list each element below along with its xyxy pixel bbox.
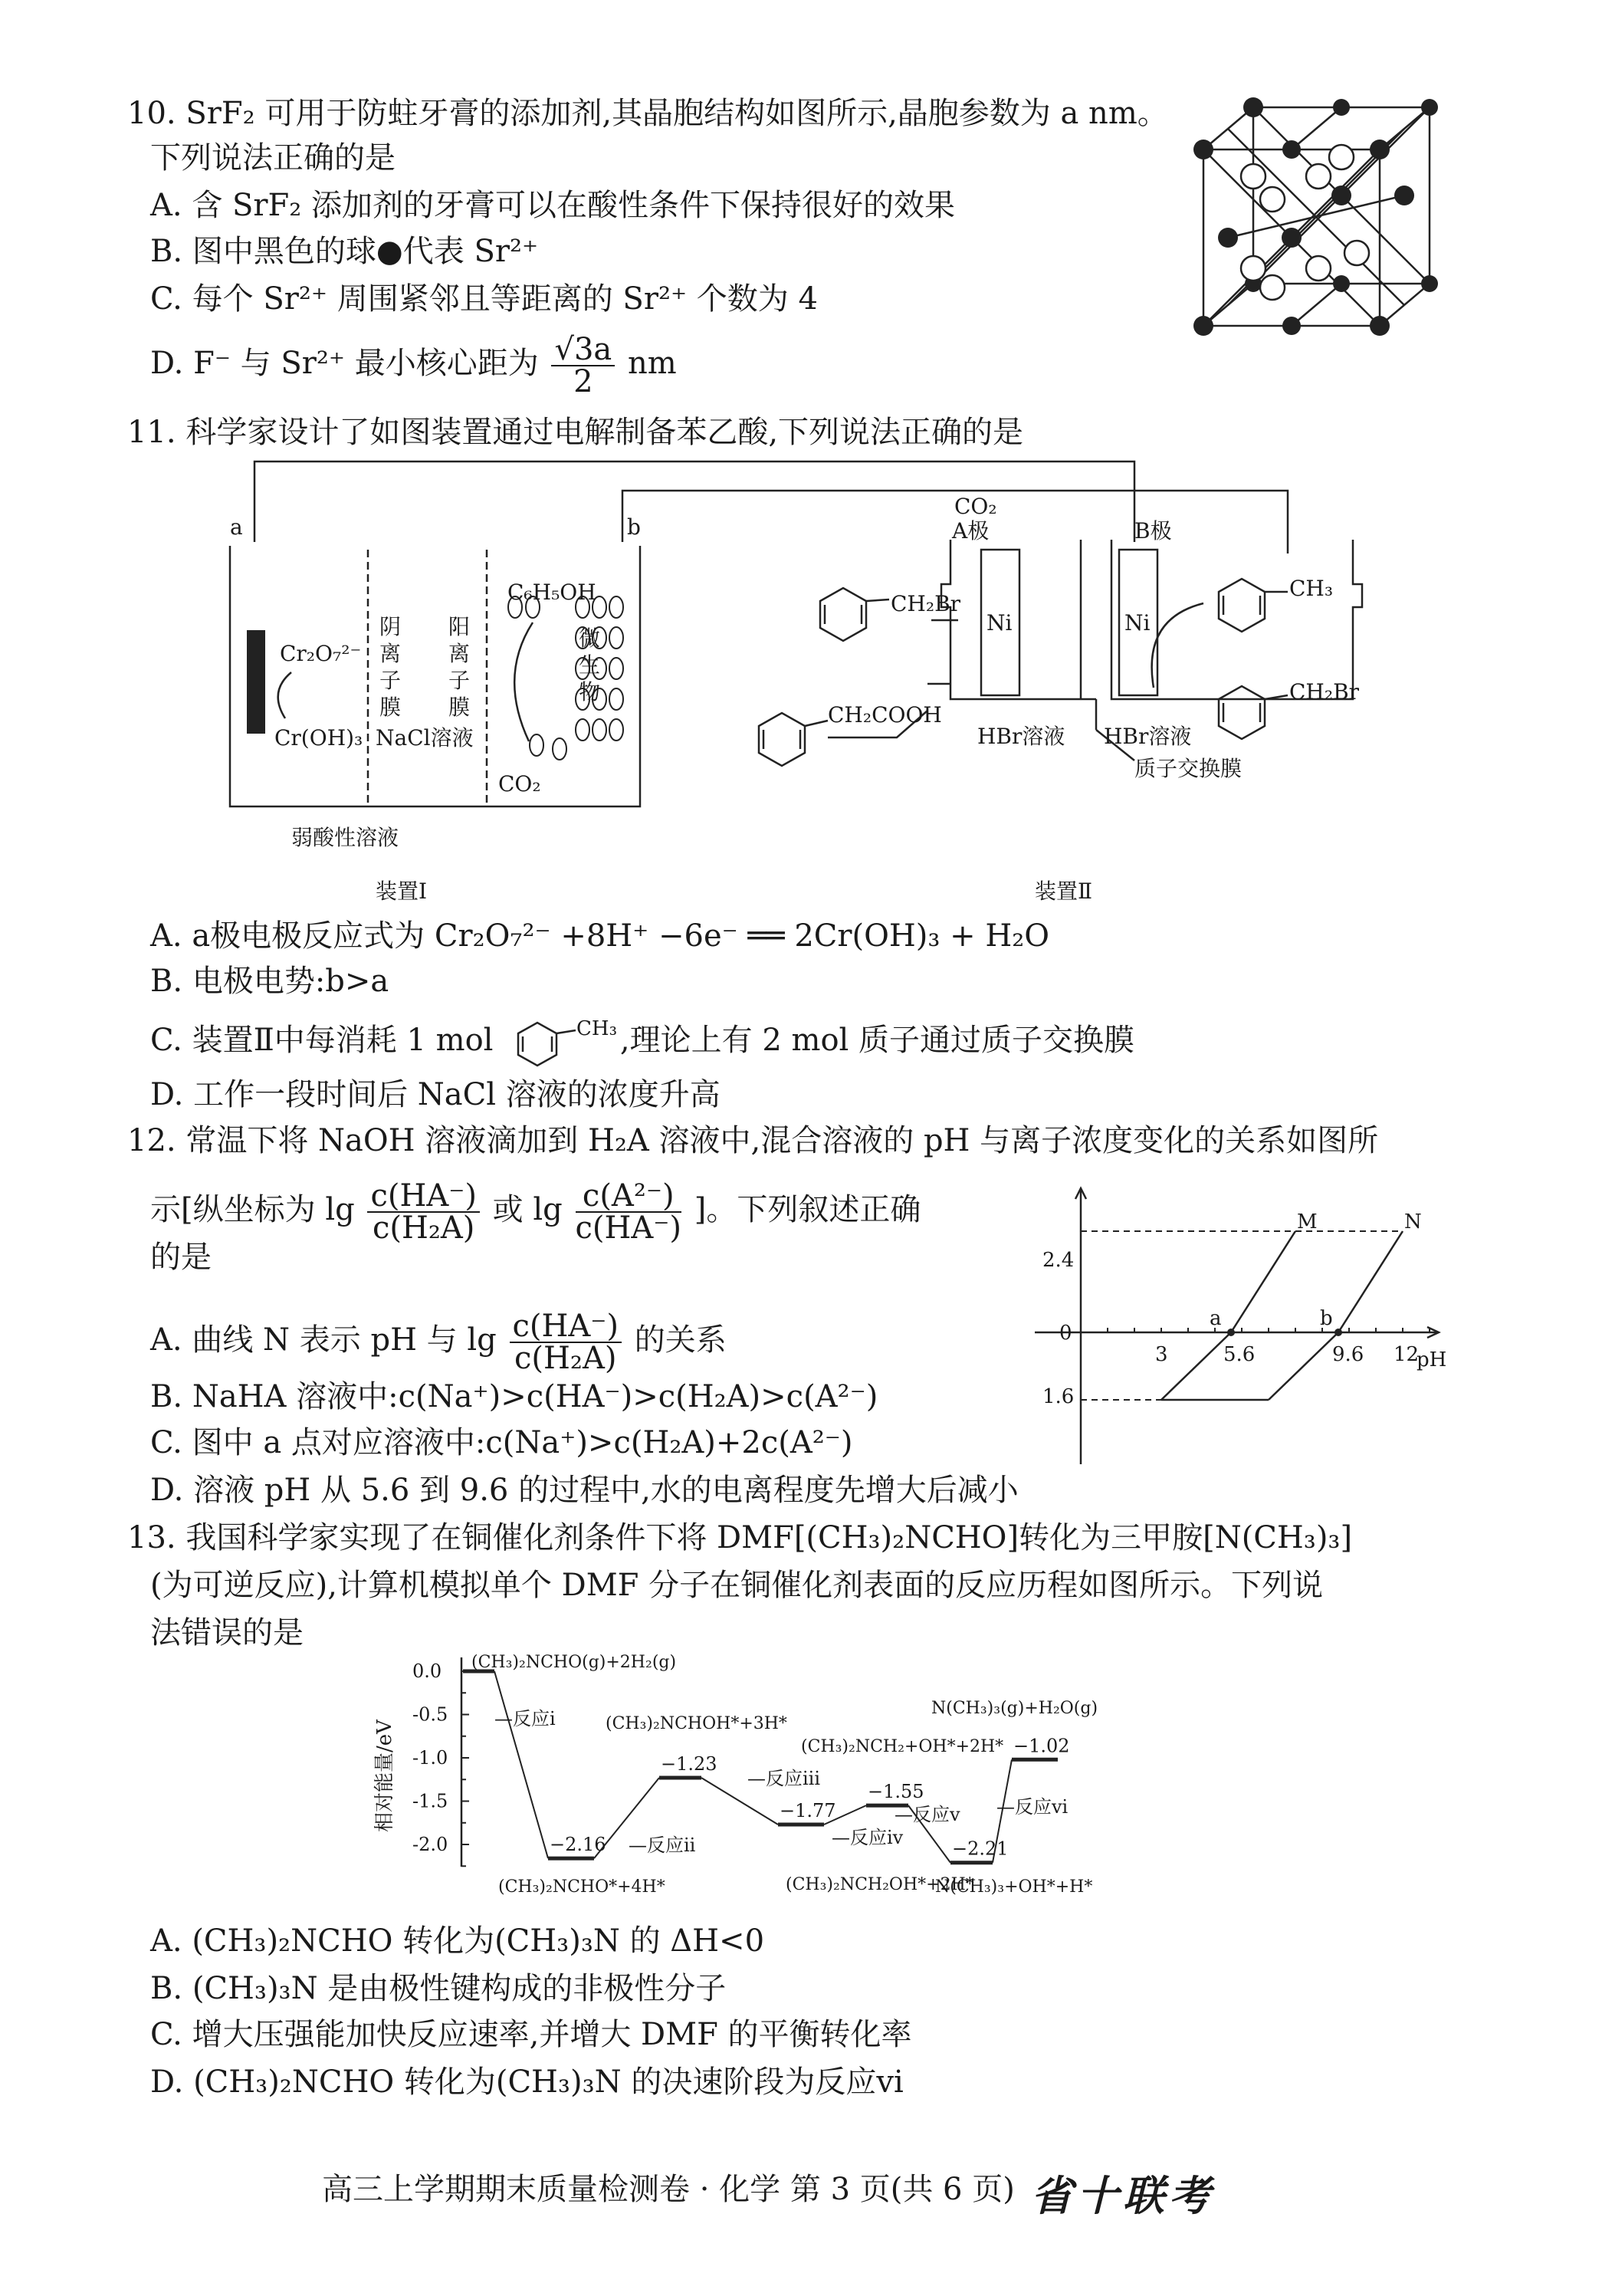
- ph-point-a-label: a: [1210, 1307, 1222, 1330]
- label-nacl: NaCl溶液: [376, 725, 474, 751]
- q12-option-c: C. 图中 a 点对应溶液中:c(Na⁺)>c(H₂A)+2c(A²⁻): [150, 1425, 853, 1460]
- q12-frac-1: [367, 1178, 480, 1246]
- label-hbr-left: HBr溶液: [977, 724, 1065, 749]
- label-microbe: 微: [579, 626, 601, 651]
- reaction-label-6: —反应vi: [996, 1796, 1069, 1818]
- q11-option-b: B. 电极电势:b>a: [150, 964, 389, 999]
- q11-option-c-post: ,理论上有 2 mol 质子通过质子交换膜: [619, 1023, 1135, 1058]
- q12-option-b: B. NaHA 溶液中:c(Na⁺)>c(HA⁻)>c(H₂A)>c(A²⁻): [150, 1379, 878, 1414]
- q13-option-b: B. (CH₃)₃N 是由极性键构成的非极性分子: [150, 1971, 727, 2006]
- label-b: b: [627, 514, 641, 540]
- label-anion-membrane-3: 子: [379, 668, 402, 693]
- label-ch2cooh: CH₂COOH: [828, 702, 942, 728]
- label-proton-membrane: 质子交换膜: [1134, 756, 1243, 781]
- q11-option-a: A. a极电极反应式为 Cr₂O₇²⁻ +8H⁺ −6e⁻ ══ 2Cr(OH)₃ + H₂O: [150, 918, 1050, 954]
- reaction-label-5: —反应v: [895, 1804, 960, 1825]
- ph-series-n: [1269, 1231, 1403, 1400]
- energy-y-tick-label: -0.5: [412, 1703, 448, 1726]
- energy-value-label-6: −1.02: [1013, 1735, 1070, 1757]
- q10-option-d-pre: D. F⁻ 与 Sr²⁺ 最小核心距为: [150, 346, 539, 381]
- ph-point-b-label: b: [1320, 1307, 1333, 1330]
- electrolysis-apparatus-figure: [222, 454, 1387, 914]
- q13-option-a: A. (CH₃)₂NCHO 转化为(CH₃)₃N 的 ΔH<0: [150, 1923, 765, 1959]
- q12-stem-line1: 12. 常温下将 NaOH 溶液滴加到 H₂A 溶液中,混合溶液的 pH 与离子浓度变化的关系如图所: [127, 1123, 1379, 1158]
- q12-stem-line3: 的是: [150, 1240, 212, 1275]
- ph-ylabel-0: 0: [1059, 1322, 1072, 1345]
- q12-stem-line2-pre: 示[纵坐标为 lg: [150, 1192, 355, 1227]
- label-croh3: Cr(OH)₃: [274, 725, 363, 751]
- toluene-ch3: CH₃: [576, 1017, 618, 1040]
- label-a: a: [230, 514, 243, 540]
- q10-stem-line2: 下列说法正确的是: [150, 140, 396, 176]
- label-cation-membrane-4: 膜: [448, 695, 471, 720]
- q12-frac-1-num: c(HA⁻): [367, 1181, 480, 1213]
- energy-species-label-6: N(CH₃)₃(g)+H₂O(g): [931, 1699, 1098, 1718]
- q12-option-a-frac-den: c(H₂A): [514, 1341, 617, 1376]
- q12-option-d: D. 溶液 pH 从 5.6 到 9.6 的过程中,水的电离程度先增大后减小: [150, 1473, 1019, 1508]
- reaction-label-2: —反应ii: [629, 1835, 696, 1856]
- energy-connector-1: [494, 1671, 548, 1858]
- energy-species-label-1: (CH₃)₂NCHO*+4H*: [498, 1877, 665, 1897]
- label-ni-a: Ni: [986, 610, 1013, 636]
- q11-stem: 11. 科学家设计了如图装置通过电解制备苯乙酸,下列说法正确的是: [127, 415, 1024, 450]
- q13-stem-line2: (为可逆反应),计算机模拟单个 DMF 分子在铜催化剂表面的反应历程如图所示。下列说: [150, 1568, 1324, 1603]
- reaction-label-1: —反应i: [494, 1708, 556, 1729]
- label-ni-b: Ni: [1124, 610, 1151, 636]
- q12-option-a: [150, 1311, 727, 1374]
- energy-species-label-4: (CH₃)₂NCH₂+OH*+2H*: [801, 1737, 1004, 1756]
- q10-frac-den: 2: [573, 364, 593, 399]
- energy-value-label-5: −2.21: [952, 1838, 1009, 1860]
- reaction-label-4: —反应iv: [832, 1827, 904, 1848]
- energy-value-label-2: −1.23: [661, 1752, 717, 1775]
- ph-xlabel-12: 12: [1394, 1343, 1420, 1366]
- brand-logo: 省十联考: [1031, 2171, 1215, 2220]
- label-co2-top: CO₂: [954, 494, 997, 519]
- ph-series-n-label: N: [1404, 1210, 1422, 1233]
- q12-frac-2-den: c(HA⁻): [575, 1210, 681, 1246]
- q10-option-d: [150, 334, 677, 397]
- reaction-label-3: —反应iii: [747, 1768, 821, 1789]
- electrode-a: [247, 630, 265, 734]
- energy-value-label-4: −1.55: [868, 1781, 924, 1803]
- q12-option-a-frac: [510, 1311, 622, 1374]
- q10-option-b: B. 图中黑色的球●代表 Sr²⁺: [150, 234, 539, 269]
- label-microbe-3: 物: [579, 679, 601, 705]
- q10-option-a: A. 含 SrF₂ 添加剂的牙膏可以在酸性条件下保持很好的效果: [150, 188, 956, 223]
- q10-stem-line1: 10. SrF₂ 可用于防蛀牙膏的添加剂,其晶胞结构如图所示,晶胞参数为 a nm。: [127, 96, 1168, 131]
- q10-option-d-fraction: [551, 334, 615, 397]
- q13-option-c: C. 增大压强能加快反应速率,并增大 DMF 的平衡转化率: [150, 2017, 912, 2052]
- q11-option-d: D. 工作一段时间后 NaCl 溶液的浓度升高: [150, 1077, 721, 1112]
- energy-y-tick-label: 0.0: [412, 1660, 442, 1682]
- label-b-pole: B极: [1134, 518, 1172, 544]
- ph-point-a: [1227, 1329, 1235, 1336]
- label-weak-acid: 弱酸性溶液: [291, 825, 399, 850]
- q13-option-d: D. (CH₃)₂NCHO 转化为(CH₃)₃N 的决速阶段为反应ⅵ: [150, 2064, 904, 2100]
- q12-stem-or: 或 lg: [492, 1192, 563, 1227]
- label-anion-membrane-4: 膜: [379, 695, 402, 720]
- q12-option-a-pre: A. 曲线 N 表示 pH 与 lg: [150, 1322, 497, 1358]
- label-cation-membrane: 阳: [448, 614, 471, 639]
- label-device-1: 装置Ⅰ: [376, 879, 428, 904]
- ph-ylabel-neg-1-6: 1.6: [1042, 1385, 1075, 1408]
- energy-value-label-1: −2.16: [550, 1834, 606, 1856]
- label-anion-membrane: 阴: [379, 614, 402, 639]
- label-hbr-right: HBr溶液: [1104, 724, 1192, 749]
- energy-y-label: 相对能量/eV: [373, 1720, 396, 1832]
- q10-frac-num: √3a: [551, 334, 615, 366]
- label-c6h5oh: C₆H₅OH: [507, 580, 596, 605]
- label-microbe-2: 生: [579, 652, 601, 678]
- q13-stem-line3: 法错误的是: [150, 1615, 304, 1651]
- ph-xlabel-5-6: 5.6: [1223, 1343, 1256, 1366]
- ph-xlabel-9-6: 9.6: [1332, 1343, 1364, 1366]
- energy-y-tick-label: -1.5: [412, 1790, 448, 1812]
- label-ch2br-right: CH₂Br: [1289, 679, 1360, 705]
- q12-frac-1-den: c(H₂A): [372, 1210, 475, 1246]
- label-co2-bottom: CO₂: [498, 771, 541, 797]
- ph-chart: [1027, 1181, 1456, 1472]
- ph-ylabel-2-4: 2.4: [1042, 1249, 1075, 1272]
- label-anion-membrane-2: 离: [379, 641, 402, 666]
- ph-series-m: [1161, 1231, 1295, 1400]
- q12-frac-2: [575, 1178, 682, 1246]
- q11-option-c: [150, 1017, 1135, 1066]
- energy-y-tick-label: -1.0: [412, 1747, 448, 1769]
- ph-xlabel-ph: pH: [1417, 1348, 1447, 1371]
- label-ch2br-left: CH₂Br: [891, 591, 961, 616]
- label-device-2: 装置Ⅱ: [1035, 879, 1093, 904]
- q12-option-a-post: 的关系: [634, 1322, 727, 1358]
- q12-option-a-frac-num: c(HA⁻): [510, 1311, 622, 1343]
- label-cation-membrane-2: 离: [448, 641, 471, 666]
- energy-species-label-3: (CH₃)₂NCH₂OH*+2H*: [786, 1875, 974, 1894]
- toluene-structure-icon: [503, 1017, 618, 1066]
- q10-option-d-post: nm: [628, 346, 677, 381]
- q12-stem-line2: [150, 1178, 921, 1246]
- energy-species-label-5: N(CH₃)₃+OH*+H*: [935, 1877, 1093, 1897]
- ph-point-b: [1334, 1329, 1342, 1336]
- page-footer: 高三上学期期末质量检测卷 · 化学 第 3 页(共 6 页): [322, 2172, 1015, 2207]
- energy-profile-chart: [360, 1648, 1249, 1909]
- energy-species-label-2: (CH₃)₂NCHOH*+3H*: [606, 1714, 787, 1733]
- ph-series-m-label: M: [1297, 1210, 1318, 1233]
- label-a-pole: A极: [952, 518, 990, 544]
- ph-xlabel-3: 3: [1155, 1343, 1168, 1366]
- label-cr2o7: Cr₂O₇²⁻: [280, 641, 362, 666]
- energy-value-label-3: −1.77: [780, 1800, 836, 1822]
- energy-species-label-0: (CH₃)₂NCHO(g)+2H₂(g): [471, 1653, 677, 1672]
- label-ch3: CH₃: [1289, 576, 1334, 601]
- q10-option-c: C. 每个 Sr²⁺ 周围紧邻且等距离的 Sr²⁺ 个数为 4: [150, 281, 818, 317]
- q12-frac-2-num: c(A²⁻): [576, 1181, 682, 1213]
- q12-stem-line2-post: ]。下列叙述正确: [694, 1192, 921, 1227]
- label-cation-membrane-3: 子: [448, 668, 471, 693]
- q11-option-c-pre: C. 装置Ⅱ中每消耗 1 mol: [150, 1023, 494, 1058]
- energy-y-tick-label: -2.0: [412, 1834, 448, 1855]
- q13-stem-line1: 13. 我国科学家实现了在铜催化剂条件下将 DMF[(CH₃)₂NCHO]转化为三甲胺[N(CH₃)₃]: [127, 1520, 1353, 1555]
- crystal-cell-figure: [1180, 92, 1433, 353]
